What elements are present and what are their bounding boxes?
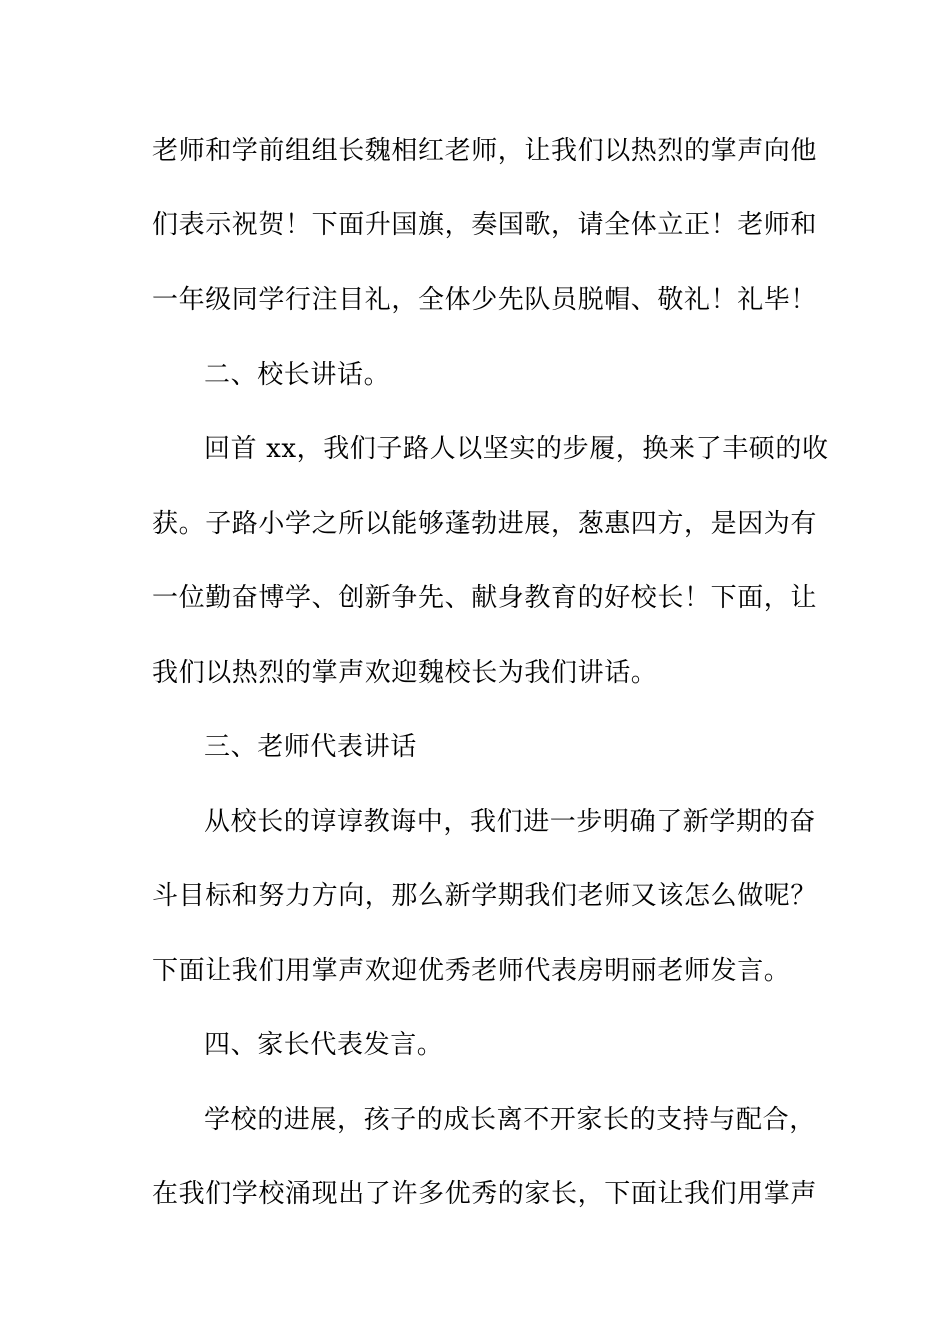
paragraph-line: 一位勤奋博学、创新争先、献身教育的好校长！下面，让 <box>152 583 818 613</box>
paragraph-line: 在我们学校涌现出了许多优秀的家长，下面让我们用掌声 <box>152 1179 818 1209</box>
paragraph-line: 从校长的谆谆教诲中，我们进一步明确了新学期的奋 <box>204 807 816 837</box>
paragraph-line: 一年级同学行注目礼，全体少先队员脱帽、敬礼！礼毕！ <box>152 285 818 315</box>
paragraph-line: 我们以热烈的掌声欢迎魏校长为我们讲话。 <box>152 658 658 688</box>
paragraph-line: 老师和学前组组长魏相红老师，让我们以热烈的掌声向他 <box>152 136 818 166</box>
paragraph-line: 下面让我们用掌声欢迎优秀老师代表房明丽老师发言。 <box>152 956 791 986</box>
paragraph-line: 斗目标和努力方向，那么新学期我们老师又该怎么做呢？ <box>152 881 818 911</box>
section-heading: 三、老师代表讲话 <box>204 732 417 762</box>
paragraph-line: 们表示祝贺！下面升国旗，奏国歌，请全体立正！老师和 <box>152 210 818 240</box>
paragraph-line: 学校的进展，孩子的成长离不开家长的支持与配合， <box>204 1105 816 1135</box>
paragraph-line: 获。子路小学之所以能够蓬勃进展，葱惠四方，是因为有 <box>152 509 818 539</box>
section-heading: 四、家长代表发言。 <box>204 1030 444 1060</box>
section-heading: 二、校长讲话。 <box>204 360 391 390</box>
paragraph-line: 回首 xx，我们子路人以坚实的步履，换来了丰硕的收 <box>204 434 829 464</box>
